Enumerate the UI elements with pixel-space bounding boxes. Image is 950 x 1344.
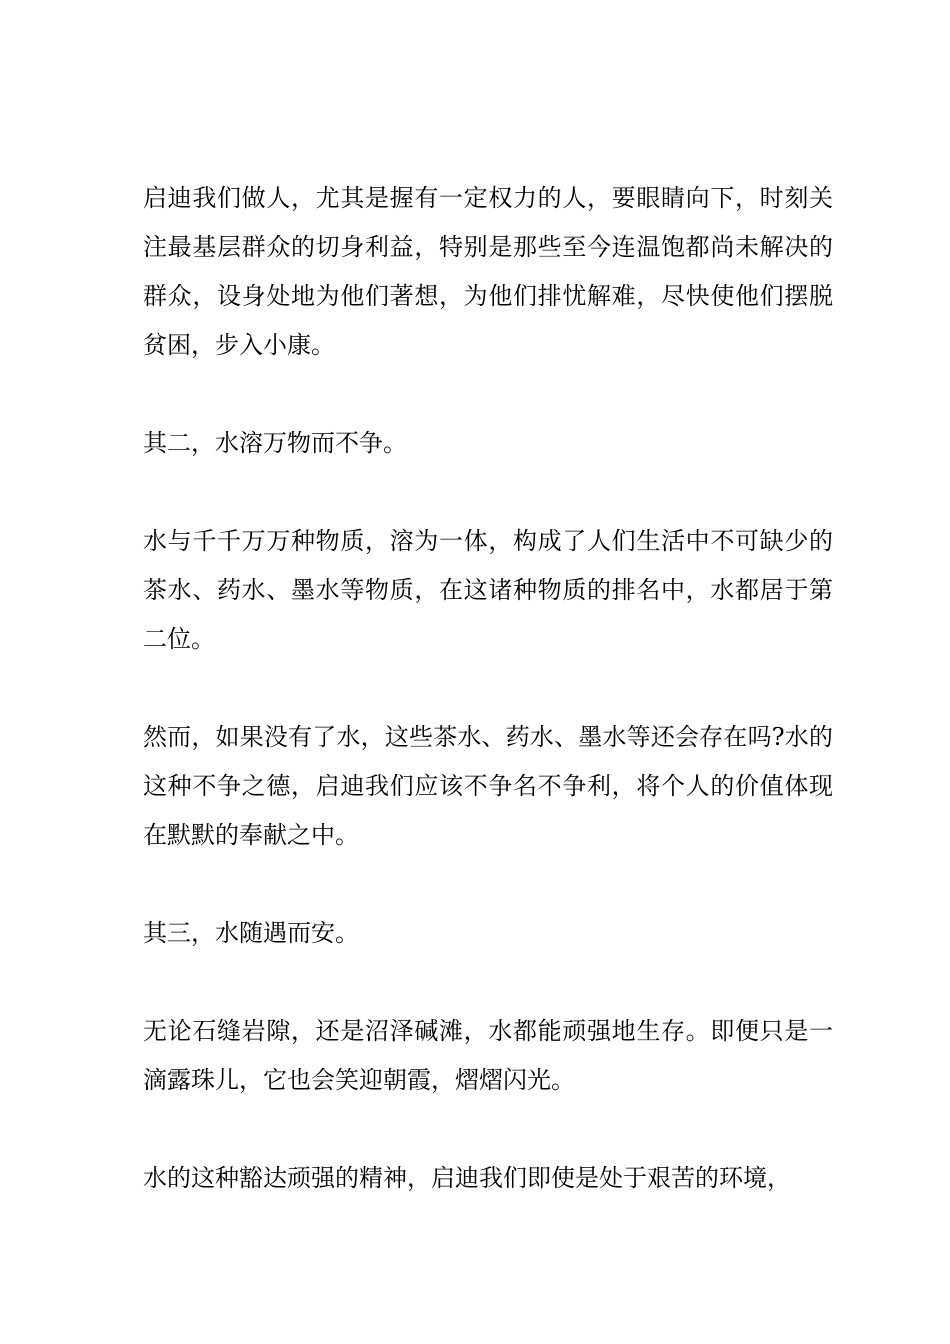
paragraph-2: 其二，水溶万物而不争。 [143, 429, 407, 457]
paragraph-6: 无论石缝岩隙，还是沼泽碱滩，水都能顽强地生存。即便只是一滴露珠儿，它也会笑迎朝霞，熠熠闪光。 [143, 1017, 833, 1094]
paragraph-3: 水与千千万万种物质，溶为一体，构成了人们生活中不可缺少的茶水、药水、墨水等物质，在这诸种物质的排名中，水都居于第二位。 [143, 527, 833, 653]
paragraph-5: 其三，水随遇而安。 [143, 919, 359, 947]
paragraph-4: 然而，如果没有了水，这些茶水、药水、墨水等还会存在吗?水的这种不争之德，启迪我们应该不争名不争利，将个人的价值体现在默默的奉献之中。 [143, 723, 833, 849]
paragraph-7: 水的这种豁达顽强的精神，启迪我们即使是处于艰苦的环境， [143, 1164, 791, 1192]
document-body [143, 174, 833, 1203]
paragraph-1: 启迪我们做人，尤其是握有一定权力的人，要眼睛向下，时刻关注最基层群众的切身利益，特别是那些至今连温饱都尚未解决的群众，设身处地为他们著想，为他们排忧解难，尽快使他们摆脱贫困，步入小康。 [143, 184, 833, 359]
